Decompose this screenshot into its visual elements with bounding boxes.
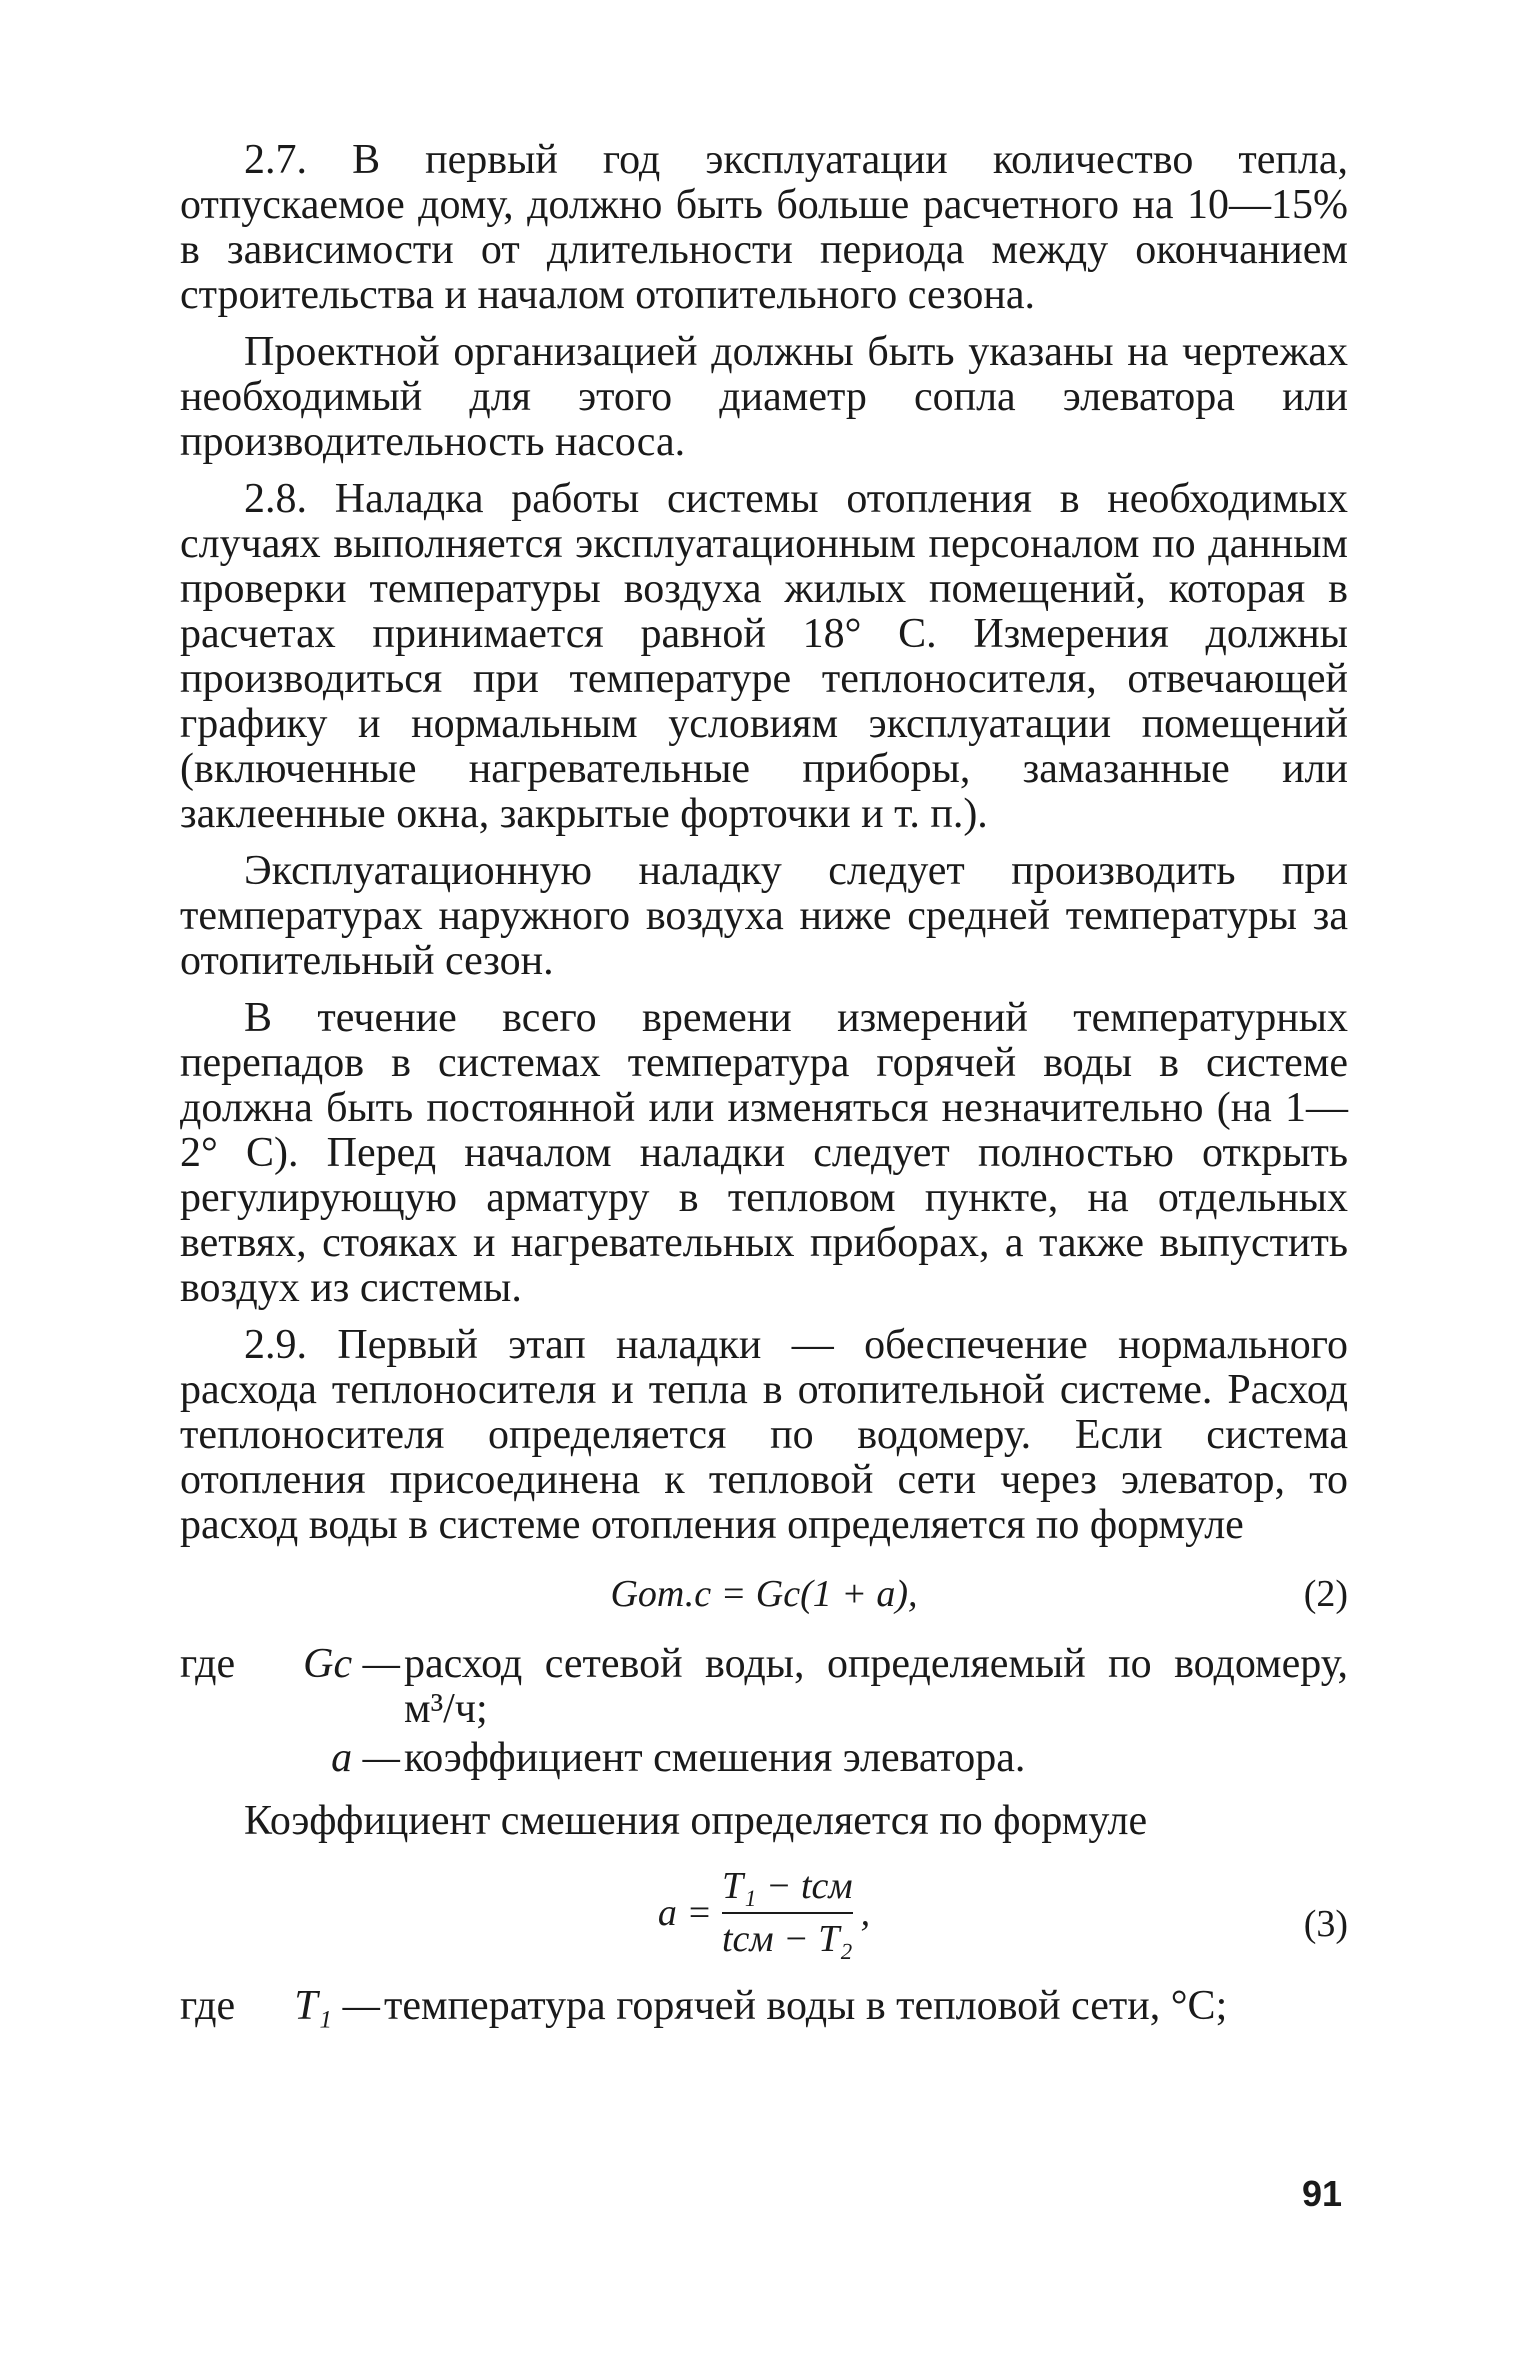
formula-3-expression [180,1864,1348,1962]
formula-3-number: (3) [1303,1903,1348,1945]
where-row-a [180,1736,1348,1781]
paragraph-design-org: Проектной организацией должны быть указаны на чертежах необходимый для этого диаметр сопла элеватора или производительность насоса. [180,329,1348,465]
paragraph-mixing-coefficient: Коэффициент смешения определяется по формуле [244,1798,1148,1844]
where-text-t1: температура горячей воды в тепловой сети, °С; [384,1983,1228,2029]
formula-3 [180,1856,1348,1976]
where-label-empty [180,1736,290,1781]
document-page [180,138,1348,2033]
fraction-bar [722,1912,853,1914]
paragraph-2-9: 2.9. Первый этап наладки — обеспечение нормального расхода теплоносителя и тепла в отопительной системе. Расход теплоносителя определяется по водомеру. Если система отопления присоединена к тепловой сети через элеватор, то расход воды в системе отопления определяется по формуле [180,1322,1348,1548]
formula-3-lhs: a = [657,1891,712,1934]
where-symbol-gc: Gс — [303,1641,400,1687]
where-symbol-t1: T₁ — [294,1983,380,2029]
where-row-gc [180,1642,1348,1732]
paragraph-outdoor-temp: Эксплуатационную наладку следует производить при температурах наружного воздуха ниже средней температуры за отопительный сезон. [180,848,1348,984]
page-number: 91 [1302,2173,1343,2214]
formula-3-comma: , [860,1891,871,1934]
formula-2 [180,1560,1348,1632]
paragraph-2-8: 2.8. Наладка работы системы отопления в необходимых случаях выполняется эксплуатационным персоналом по данным проверки температуры воздуха жилых помещений, которая в расчетах принимается равной 18° С. Измерения должны производиться при температуре теплоносителя, отвечающей графику и нормальным условиям эксплуатации помещений (включенные нагревательные приборы, замазанные или заклеенные окна, закрытые форточки и т. п.). [180,476,1348,837]
where-symbol-a: a — [331,1735,400,1781]
formula-3-numerator: T₁ − tсм [721,1865,853,1907]
where-row-t1 [180,1984,1348,2029]
formula-3-fraction [722,1864,853,1962]
formula-2-number: (2) [1303,1573,1348,1615]
paragraph-2-7: 2.7. В первый год эксплуатации количество тепла, отпускаемое дому, должно быть больше расчетного на 10—15% в зависимости от длительности периода между окончанием строительства и началом отопительного сезона. [180,137,1348,318]
where-text-a: коэффициент смешения элеватора. [404,1735,1026,1781]
where-label: где [180,1641,236,1687]
where-label-2: где [180,1983,236,2029]
formula-3-denominator: tсм − T₂ [721,1918,853,1960]
formula-2-expression: Gот.с = Gс(1 + a), [610,1573,918,1615]
where-text-gc: расход сетевой воды, определяемый по водомеру, м³/ч; [404,1641,1348,1732]
paragraph-measurements: В течение всего времени измерений температурных перепадов в системах температура горячей воды в системе должна быть постоянной или изменяться незначительно (на 1—2° С). Перед началом наладки следует полностью открыть регулирующую арматуру в тепловом пункте, на отдельных ветвях, стояках и нагревательных приборах, а также выпустить воздух из системы. [180,995,1348,1311]
